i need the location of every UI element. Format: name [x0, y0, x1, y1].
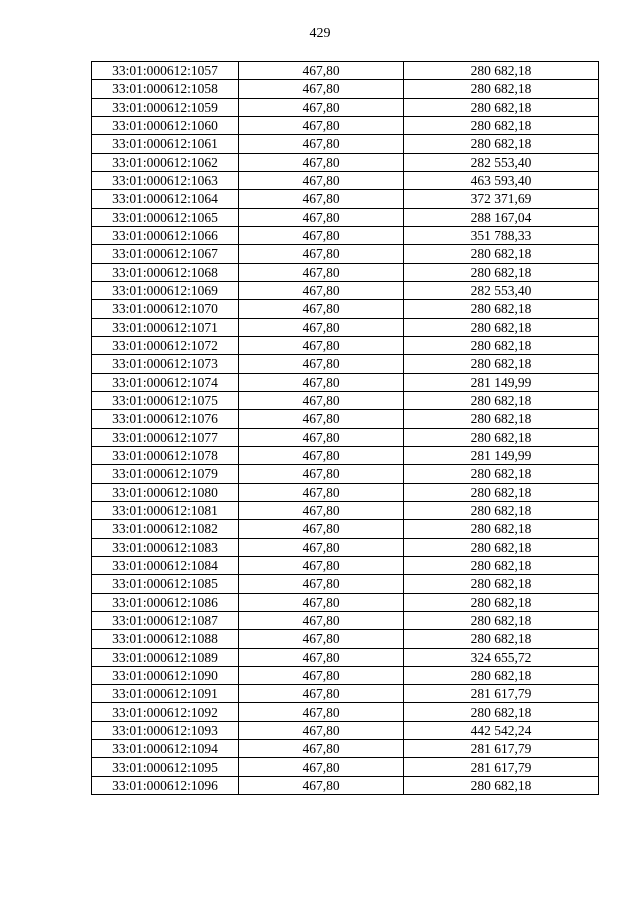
value-cell: 280 682,18: [404, 593, 599, 611]
value-cell: 280 682,18: [404, 245, 599, 263]
cadastral-number-cell: 33:01:000612:1076: [92, 410, 239, 428]
area-cell: 467,80: [239, 428, 404, 446]
cadastral-number-cell: 33:01:000612:1072: [92, 336, 239, 354]
table-row: [92, 171, 599, 189]
value-cell: 280 682,18: [404, 575, 599, 593]
area-cell: 467,80: [239, 483, 404, 501]
table-row: [92, 758, 599, 776]
area-cell: 467,80: [239, 190, 404, 208]
cadastral-number-cell: 33:01:000612:1086: [92, 593, 239, 611]
table-row: [92, 135, 599, 153]
value-cell: 280 682,18: [404, 556, 599, 574]
cadastral-number-cell: 33:01:000612:1082: [92, 520, 239, 538]
cadastral-number-cell: 33:01:000612:1083: [92, 538, 239, 556]
area-cell: 467,80: [239, 556, 404, 574]
table-row: [92, 208, 599, 226]
cadastral-number-cell: 33:01:000612:1073: [92, 355, 239, 373]
area-cell: 467,80: [239, 758, 404, 776]
area-cell: 467,80: [239, 318, 404, 336]
value-cell: 280 682,18: [404, 410, 599, 428]
cadastral-number-cell: 33:01:000612:1087: [92, 611, 239, 629]
page-number: 429: [309, 26, 331, 41]
value-cell: 372 371,69: [404, 190, 599, 208]
cadastral-number-cell: 33:01:000612:1091: [92, 685, 239, 703]
cadastral-number-cell: 33:01:000612:1066: [92, 226, 239, 244]
table-row: [92, 776, 599, 794]
area-cell: 467,80: [239, 281, 404, 299]
area-cell: 467,80: [239, 208, 404, 226]
table-row: [92, 80, 599, 98]
cadastral-number-cell: 33:01:000612:1058: [92, 80, 239, 98]
value-cell: 463 593,40: [404, 171, 599, 189]
value-cell: 280 682,18: [404, 336, 599, 354]
cadastral-number-cell: 33:01:000612:1070: [92, 300, 239, 318]
value-cell: 351 788,33: [404, 226, 599, 244]
table-body: [92, 62, 599, 795]
value-cell: 281 617,79: [404, 758, 599, 776]
table-row: [92, 611, 599, 629]
area-cell: 467,80: [239, 226, 404, 244]
value-cell: 280 682,18: [404, 62, 599, 80]
table-row: [92, 281, 599, 299]
cadastral-number-cell: 33:01:000612:1092: [92, 703, 239, 721]
area-cell: 467,80: [239, 391, 404, 409]
cadastral-number-cell: 33:01:000612:1095: [92, 758, 239, 776]
cadastral-number-cell: 33:01:000612:1067: [92, 245, 239, 263]
value-cell: 280 682,18: [404, 98, 599, 116]
table-row: [92, 98, 599, 116]
table-row: [92, 300, 599, 318]
cadastral-number-cell: 33:01:000612:1065: [92, 208, 239, 226]
cadastral-number-cell: 33:01:000612:1089: [92, 648, 239, 666]
value-cell: 280 682,18: [404, 355, 599, 373]
cadastral-number-cell: 33:01:000612:1064: [92, 190, 239, 208]
table-row: [92, 263, 599, 281]
area-cell: 467,80: [239, 373, 404, 391]
table-row: [92, 391, 599, 409]
table-row: [92, 501, 599, 519]
area-cell: 467,80: [239, 575, 404, 593]
area-cell: 467,80: [239, 611, 404, 629]
table-row: [92, 446, 599, 464]
cadastral-number-cell: 33:01:000612:1079: [92, 465, 239, 483]
table-row: [92, 538, 599, 556]
area-cell: 467,80: [239, 300, 404, 318]
cadastral-number-cell: 33:01:000612:1063: [92, 171, 239, 189]
area-cell: 467,80: [239, 593, 404, 611]
table-row: [92, 465, 599, 483]
area-cell: 467,80: [239, 520, 404, 538]
table-row: [92, 190, 599, 208]
table-row: [92, 685, 599, 703]
cadastral-number-cell: 33:01:000612:1057: [92, 62, 239, 80]
area-cell: 467,80: [239, 740, 404, 758]
area-cell: 467,80: [239, 263, 404, 281]
table-row: [92, 410, 599, 428]
cadastral-number-cell: 33:01:000612:1088: [92, 630, 239, 648]
value-cell: 280 682,18: [404, 776, 599, 794]
table-row: [92, 648, 599, 666]
cadastral-number-cell: 33:01:000612:1059: [92, 98, 239, 116]
area-cell: 467,80: [239, 135, 404, 153]
table-row: [92, 520, 599, 538]
area-cell: 467,80: [239, 355, 404, 373]
value-cell: 280 682,18: [404, 263, 599, 281]
cadastral-number-cell: 33:01:000612:1074: [92, 373, 239, 391]
area-cell: 467,80: [239, 648, 404, 666]
value-cell: 280 682,18: [404, 391, 599, 409]
area-cell: 467,80: [239, 80, 404, 98]
area-cell: 467,80: [239, 465, 404, 483]
cadastral-number-cell: 33:01:000612:1061: [92, 135, 239, 153]
area-cell: 467,80: [239, 116, 404, 134]
value-cell: 324 655,72: [404, 648, 599, 666]
table-row: [92, 336, 599, 354]
area-cell: 467,80: [239, 501, 404, 519]
area-cell: 467,80: [239, 630, 404, 648]
area-cell: 467,80: [239, 776, 404, 794]
table-row: [92, 575, 599, 593]
value-cell: 280 682,18: [404, 135, 599, 153]
cadastral-number-cell: 33:01:000612:1077: [92, 428, 239, 446]
cadastral-number-cell: 33:01:000612:1062: [92, 153, 239, 171]
value-cell: 281 149,99: [404, 373, 599, 391]
cadastral-number-cell: 33:01:000612:1090: [92, 666, 239, 684]
table-row: [92, 373, 599, 391]
value-cell: 282 553,40: [404, 281, 599, 299]
area-cell: 467,80: [239, 685, 404, 703]
value-cell: 280 682,18: [404, 465, 599, 483]
value-cell: 281 149,99: [404, 446, 599, 464]
table-row: [92, 62, 599, 80]
value-cell: 281 617,79: [404, 685, 599, 703]
area-cell: 467,80: [239, 446, 404, 464]
cadastral-number-cell: 33:01:000612:1078: [92, 446, 239, 464]
area-cell: 467,80: [239, 62, 404, 80]
table-row: [92, 721, 599, 739]
value-cell: 280 682,18: [404, 611, 599, 629]
table-row: [92, 666, 599, 684]
table-row: [92, 355, 599, 373]
table-row: [92, 245, 599, 263]
value-cell: 280 682,18: [404, 630, 599, 648]
cadastral-number-cell: 33:01:000612:1068: [92, 263, 239, 281]
table-row: [92, 226, 599, 244]
table-row: [92, 428, 599, 446]
value-cell: 442 542,24: [404, 721, 599, 739]
area-cell: 467,80: [239, 336, 404, 354]
cadastral-number-cell: 33:01:000612:1093: [92, 721, 239, 739]
area-cell: 467,80: [239, 538, 404, 556]
cadastral-number-cell: 33:01:000612:1060: [92, 116, 239, 134]
cadastral-number-cell: 33:01:000612:1084: [92, 556, 239, 574]
area-cell: 467,80: [239, 666, 404, 684]
cadastral-number-cell: 33:01:000612:1071: [92, 318, 239, 336]
cadastral-number-cell: 33:01:000612:1080: [92, 483, 239, 501]
value-cell: 280 682,18: [404, 703, 599, 721]
cadastral-number-cell: 33:01:000612:1069: [92, 281, 239, 299]
table-row: [92, 483, 599, 501]
area-cell: 467,80: [239, 171, 404, 189]
area-cell: 467,80: [239, 98, 404, 116]
value-cell: 288 167,04: [404, 208, 599, 226]
table-row: [92, 630, 599, 648]
value-cell: 280 682,18: [404, 318, 599, 336]
table-row: [92, 153, 599, 171]
value-cell: 281 617,79: [404, 740, 599, 758]
value-cell: 280 682,18: [404, 483, 599, 501]
table-row: [92, 740, 599, 758]
cadastral-number-cell: 33:01:000612:1094: [92, 740, 239, 758]
value-cell: 280 682,18: [404, 428, 599, 446]
value-cell: 280 682,18: [404, 666, 599, 684]
cadastral-number-cell: 33:01:000612:1075: [92, 391, 239, 409]
area-cell: 467,80: [239, 721, 404, 739]
value-cell: 282 553,40: [404, 153, 599, 171]
table-row: [92, 593, 599, 611]
value-cell: 280 682,18: [404, 520, 599, 538]
area-cell: 467,80: [239, 245, 404, 263]
cadastral-number-cell: 33:01:000612:1081: [92, 501, 239, 519]
value-cell: 280 682,18: [404, 300, 599, 318]
value-cell: 280 682,18: [404, 80, 599, 98]
value-cell: 280 682,18: [404, 538, 599, 556]
value-cell: 280 682,18: [404, 116, 599, 134]
area-cell: 467,80: [239, 153, 404, 171]
area-cell: 467,80: [239, 410, 404, 428]
table-row: [92, 556, 599, 574]
table-row: [92, 116, 599, 134]
value-cell: 280 682,18: [404, 501, 599, 519]
data-table: [91, 61, 599, 795]
cadastral-number-cell: 33:01:000612:1096: [92, 776, 239, 794]
cadastral-number-cell: 33:01:000612:1085: [92, 575, 239, 593]
table-row: [92, 703, 599, 721]
table-row: [92, 318, 599, 336]
area-cell: 467,80: [239, 703, 404, 721]
